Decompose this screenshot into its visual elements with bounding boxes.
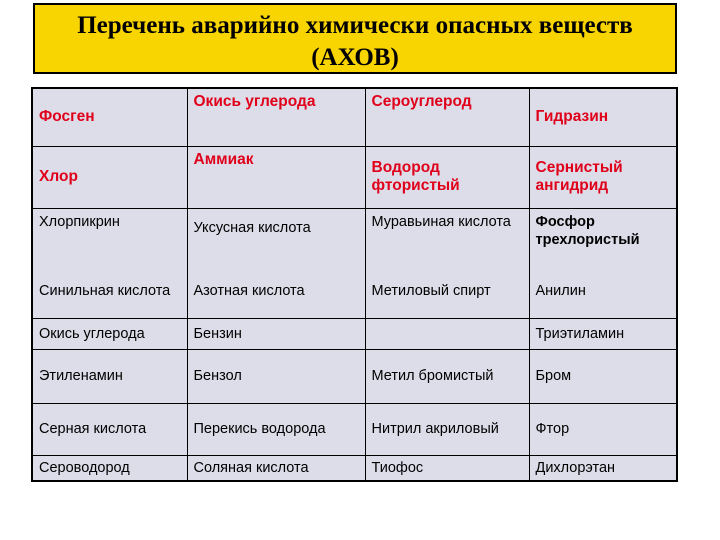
table-cell: Окись углерода <box>32 318 187 349</box>
table-cell: Сероуглерод <box>365 88 529 146</box>
table-cell: Перекись водорода <box>187 403 365 455</box>
table-cell: Бром <box>529 349 677 403</box>
table-row <box>32 403 677 455</box>
table-cell: Уксусная кислота <box>187 208 365 264</box>
table-row <box>32 264 677 318</box>
table-cell: Бензол <box>187 349 365 403</box>
table-cell: Водород фтористый <box>365 146 529 208</box>
table-cell: Бензин <box>187 318 365 349</box>
table-cell: Серная кислота <box>32 403 187 455</box>
table-cell: Сероводород <box>32 455 187 481</box>
table-cell: Окись углерода <box>187 88 365 146</box>
table-cell: Этиленамин <box>32 349 187 403</box>
table-row <box>32 146 677 208</box>
table-cell <box>365 318 529 349</box>
table-cell: Сернистый ангидрид <box>529 146 677 208</box>
table-cell: Дихлорэтан <box>529 455 677 481</box>
table-row <box>32 318 677 349</box>
table-cell: Гидразин <box>529 88 677 146</box>
substances-table <box>31 87 678 482</box>
table-cell: Нитрил акриловый <box>365 403 529 455</box>
table-cell: Аммиак <box>187 146 365 208</box>
table-cell: Фосген <box>32 88 187 146</box>
table-cell: Триэтиламин <box>529 318 677 349</box>
table-cell: Метиловый спирт <box>365 264 529 318</box>
table-cell: Синильная кислота <box>32 264 187 318</box>
table-cell: Хлорпикрин <box>32 208 187 264</box>
page-title <box>33 3 677 74</box>
table-cell: Анилин <box>529 264 677 318</box>
table-row <box>32 349 677 403</box>
table-cell: Фосфор трехлористый <box>529 208 677 264</box>
title-line-2: (АХОВ) <box>311 44 399 71</box>
table-cell: Муравьиная кислота <box>365 208 529 264</box>
table-cell: Соляная кислота <box>187 455 365 481</box>
title-line-1: Перечень аварийно химически опасных веществ <box>77 12 633 39</box>
table-cell: Азотная кислота <box>187 264 365 318</box>
table-cell: Тиофос <box>365 455 529 481</box>
table-cell: Фтор <box>529 403 677 455</box>
table-row <box>32 208 677 264</box>
table-cell: Метил бромистый <box>365 349 529 403</box>
table-row <box>32 455 677 481</box>
table-cell: Хлор <box>32 146 187 208</box>
table-row <box>32 88 677 146</box>
